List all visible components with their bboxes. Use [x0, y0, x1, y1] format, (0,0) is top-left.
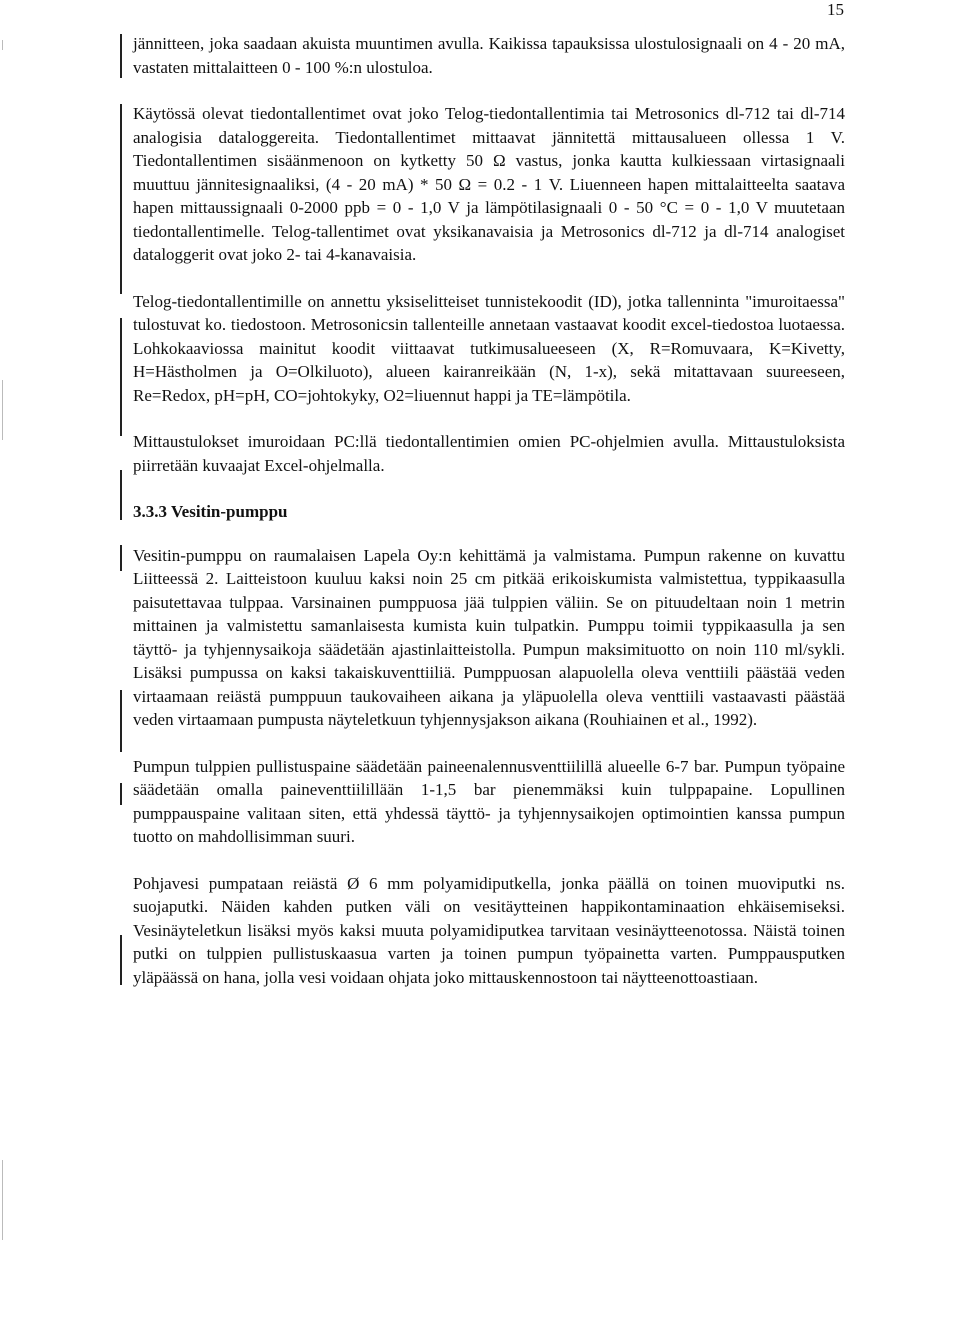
revision-bar [120, 783, 122, 805]
revision-bar [120, 690, 122, 752]
scan-edge-mark [2, 40, 3, 50]
paragraph-id-codes: Telog-tiedontallentimille on annettu yksiselitteiset tunnistekoodit (ID), jotka tallenninta "imuroitaessa" tulostuvat ko. tiedostoon. Metrosonicsin tallenteille annetaan vastaavat koodit excel-tiedostoa luotaessa. Lohkokaaviossa mainitut koodit viittaavat tutkimusalueeseen (X, R=Romuvaara, K=Kivetty, H=Hästholmen ja O=Olkiluoto), alueen kairanreikään (N, 1-x), sekä mitattavaan suureeseen, Re=Redox, pH=pH, CO=johtokyky, O2=liuennut happi ja TE=lämpötila. [133, 291, 845, 405]
revision-bar [120, 545, 122, 571]
section-heading: 3.3.3 Vesitin-pumppu [133, 502, 288, 521]
paragraph-output-signal: jännitteen, joka saadaan akuista muuntimen avulla. Kaikissa tapauksissa ulostulosignaali on 4 - 20 mA, vastaten mittalaitteen 0 - 100 %:n ulostuloa. [133, 34, 845, 77]
revision-bar [120, 318, 122, 436]
page-number: 15 [827, 0, 844, 19]
document-body [133, 32, 845, 989]
revision-bar [120, 935, 122, 985]
revision-bar [120, 34, 122, 78]
paragraph-tubing: Pohjavesi pumpataan reiästä Ø 6 mm polyamidiputkella, jonka päällä on toinen muoviputki ns. suojaputki. Näiden kahden putken väli on vesitäytteinen happikontaminaation ehkäisemiseksi. Vesinäyteletkun lisäksi myös kaksi muuta polyamidiputkea tarvitaan vesinäytteenotossa. Näistä toinen putki on tulppien pullistuskaasua varten ja toinen pumpun työpainetta varten. Pumppausputken yläpäässä on hana, jolla vesi voidaan ohjata joko mittauskennostoon tai näytteenottoastiaan. [133, 873, 845, 987]
paragraph-dataloggers: Käytössä olevat tiedontallentimet ovat joko Telog-tiedontallentimia tai Metrosonics dl-712 tai dl-714 analogisia dataloggereita. Tiedontallentimet mittaavat jännitettä mittausalueen ollessa 1 V. Tiedontallentimen sisäänmenoon on kytketty 50 Ω vastus, jonka kautta kulkiessaan virtasignaali muuttuu jännitesignaaliksi, (4 - 20 mA) * 50 Ω = 0.2 - 1 V. Liuenneen hapen mittalaitteelta saatava hapen mittaussignaali 0-2000 ppb = 0 - 1,0 V ja lämpötilasignaali 0 - 50 °C = 0 - 1,0 V muutetaan tiedontallentimelle. Telog-tallentimet ovat yksikanavaisia ja Metrosonics dl-712 ja dl-714 analogiset dataloggerit ovat joko 2- tai 4-kanavaisia. [133, 104, 845, 264]
revision-bar [120, 104, 122, 294]
paragraph-pump-pressure: Pumpun tulppien pullistuspaine säädetään paineenalennusventtiilillä alueelle 6-7 bar. Pumpun työpaine säädetään omalla paineventtiilillään 1-1,5 bar pienemmäksi kuin tulppapaine. Lopullinen pumppauspaine valitaan siten, että yhdessä täyttö- ja tyhjennysaikojen optimointien kanssa pumpun tuotto on mahdollisimman suuri. [133, 756, 845, 846]
revision-bar [120, 470, 122, 520]
scan-edge-mark [2, 380, 3, 440]
paragraph-pump-description: Vesitin-pumppu on raumalaisen Lapela Oy:n kehittämä ja valmistama. Pumpun rakenne on kuvattu Liitteessä 2. Laitteistoon kuuluu kaksi noin 25 cm pitkää erikoiskumista valmistettua, typpikaasulla paisutettavaa tulppaa. Varsinainen pumppuosa jää tulppien väliin. Se on pituudeltaan noin 1 metrin mittainen ja valmistettu samanlaisesta kumista kuin tulpatkin. Pumppu toimii typpikaasulla ja sen täyttö- ja tyhjennysaikoja säädetään ajastinlaitteistolla. Pumpun maksimituotto on noin 110 ml/sykli. Lisäksi pumpussa on kaksi takaiskuventtiiliä. Pumppuosan alapuolella oleva venttiili päästää veden virtaamaan reiästä pumppuun taukovaiheen aikana ja yläpuolella oleva venttiili vastaavasti päästää veden virtaamaan pumpusta näyteletkuun tyhjennysjakson aikana (Rouhiainen et al., 1992). [133, 545, 845, 729]
paragraph-results: Mittaustulokset imuroidaan PC:llä tiedontallentimien omien PC-ohjelmien avulla. Mittaustuloksista piirretään kuvaajat Excel-ohjelmalla. [133, 432, 845, 475]
scan-edge-mark [2, 1160, 3, 1240]
